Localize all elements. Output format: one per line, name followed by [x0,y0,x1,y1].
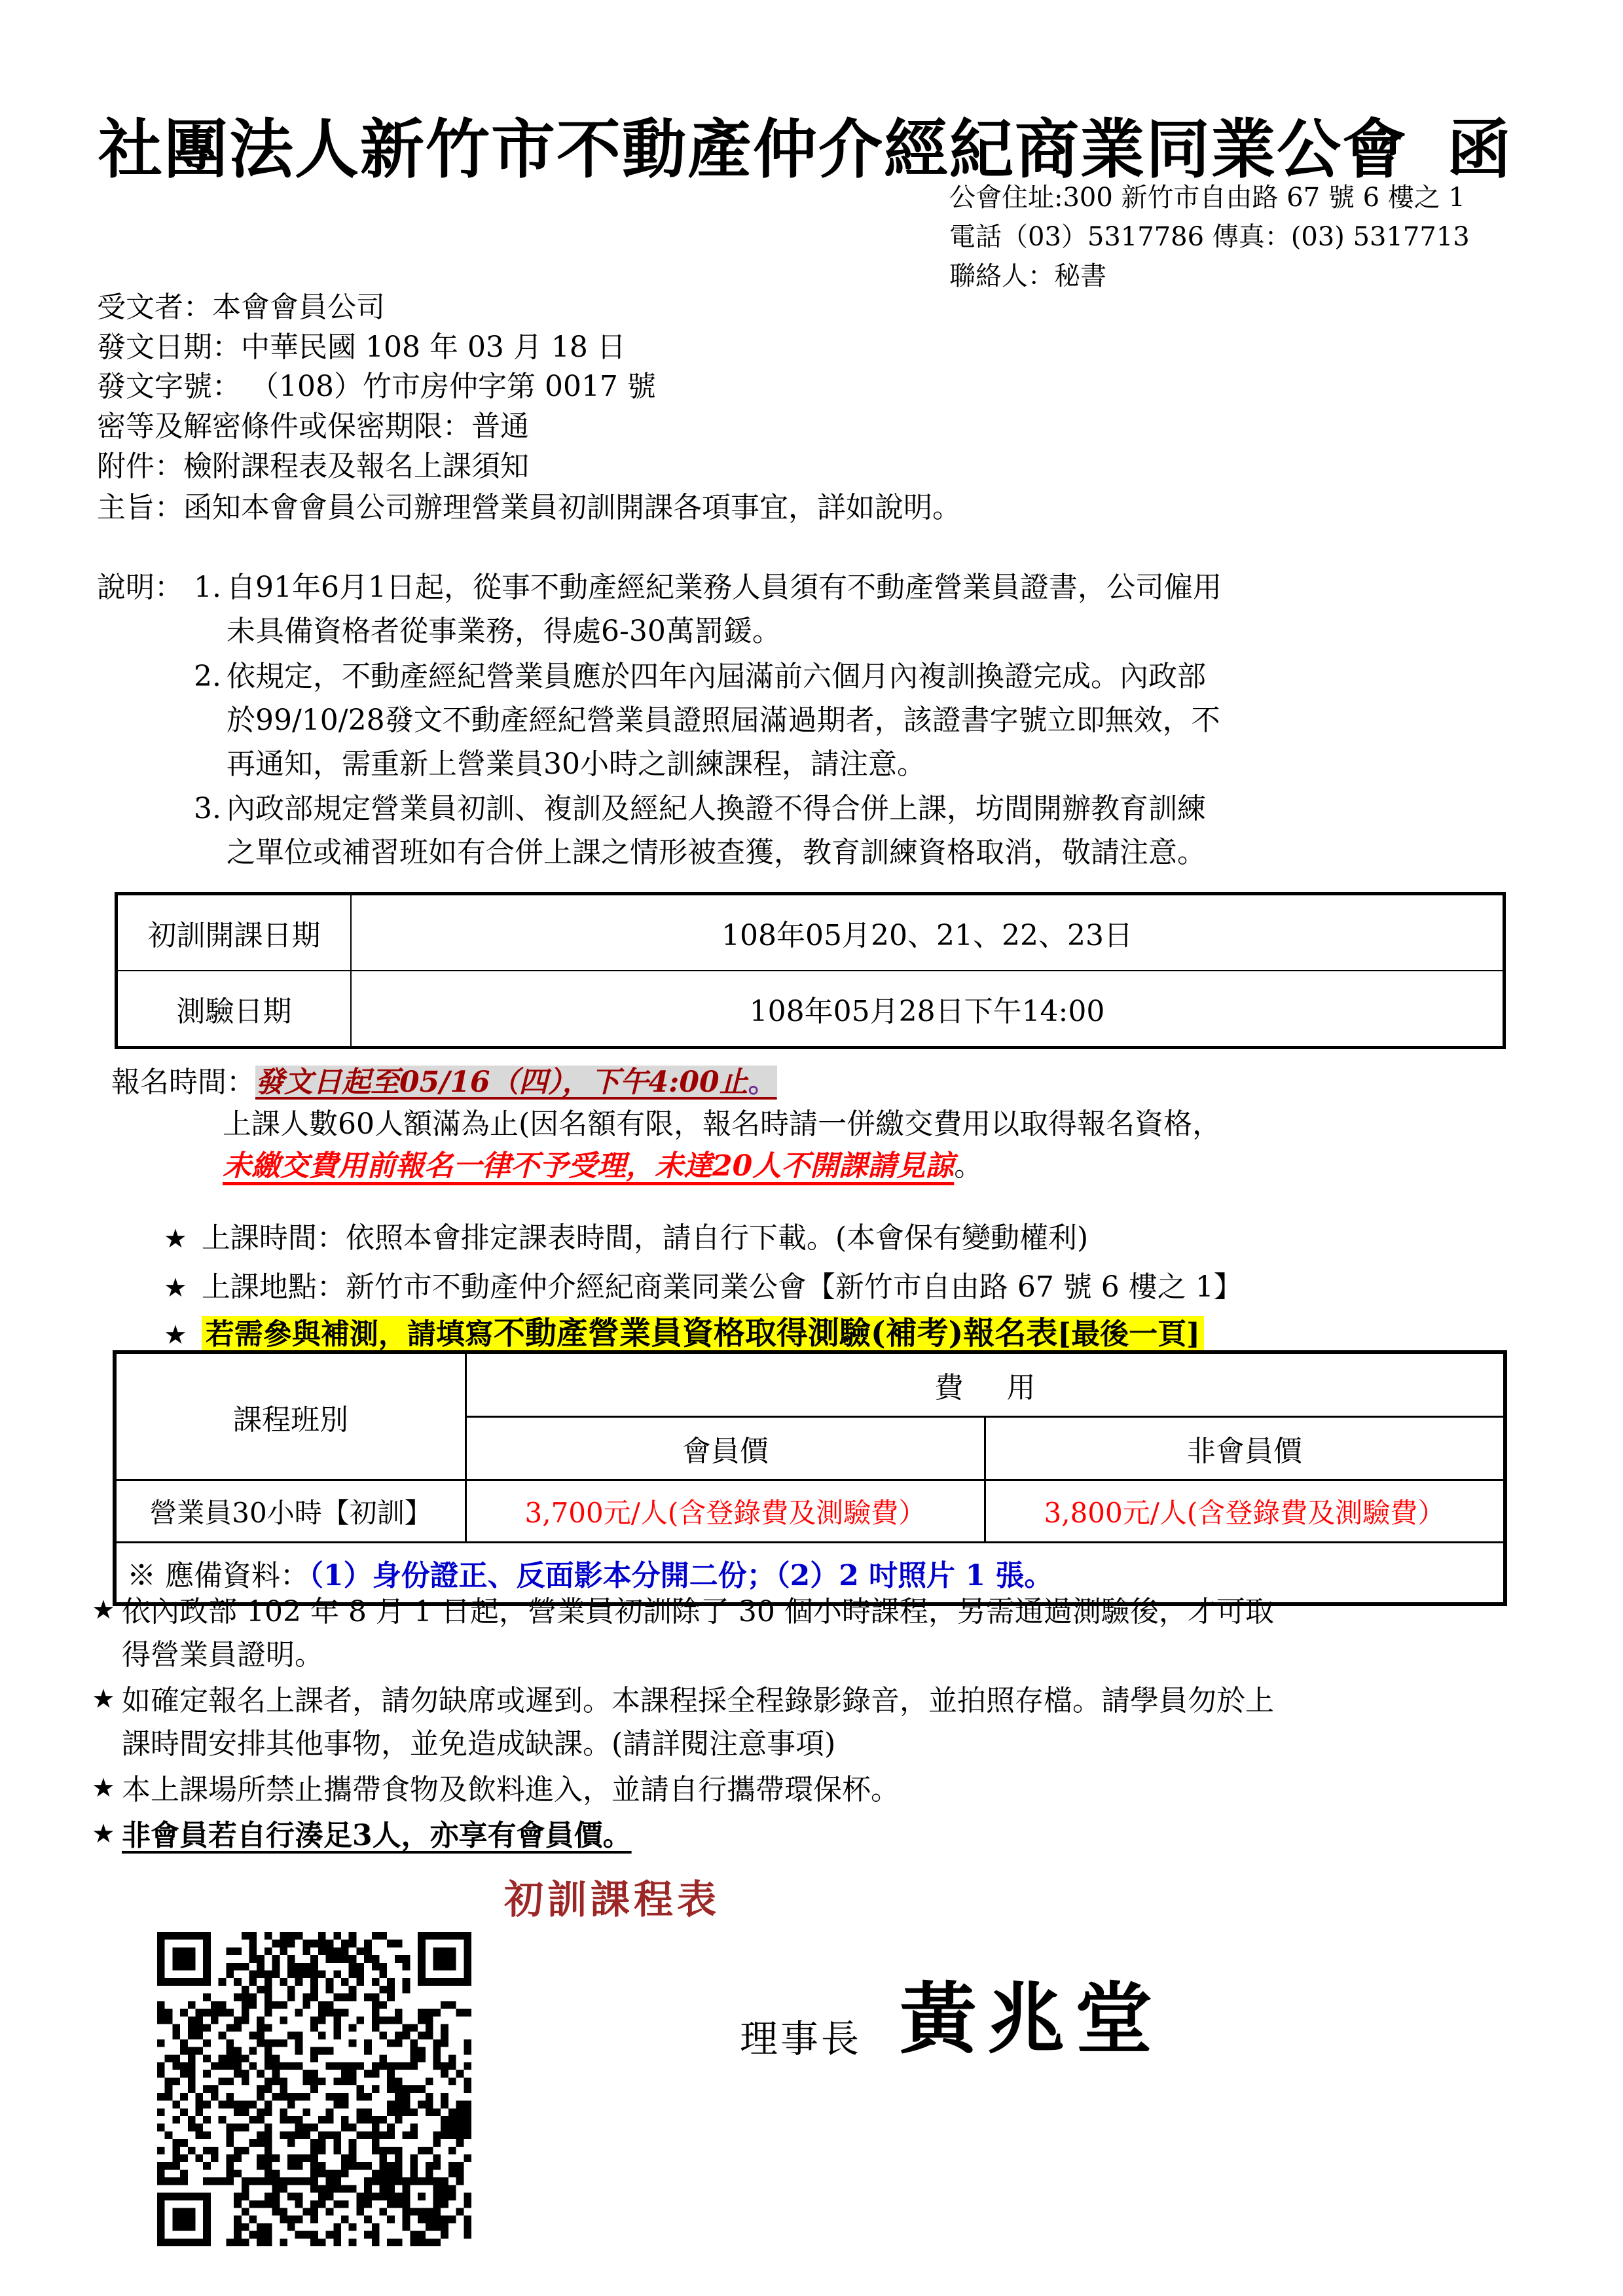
subject-label: 主旨： [97,491,183,524]
explanation-item-text [227,655,1590,787]
subject-text: 函知本會會員公司辦理營業員初訓開課各項事宜，詳如說明。 [183,491,961,524]
org-name: 社團法人新竹市不動產仲介經紀商業同業公會 [98,112,1408,187]
contact-person: 聯絡人：秘書 [949,261,1106,291]
fee-table [113,1350,1507,1606]
meta-classification: 密等及解密條件或保密期限：普通 [97,410,529,444]
explanation-line: 再通知，需重新上營業員30小時之訓練課程，請注意。 [227,747,926,781]
docs-value: （1）身份證正、反面影本分開二份；（2）2 吋照片 1 張。 [309,1559,1053,1592]
explanation-item [194,566,1590,654]
contact-block [949,178,1578,296]
signup-warning-punct: 。 [954,1149,983,1183]
note-item [92,1590,1597,1677]
qr-code-icon[interactable] [157,1932,471,2246]
docs-label: ※ 應備資料： [127,1559,309,1592]
note-line: 課時間安排其他事物，並免造成缺課。(請詳閱注意事項) [122,1727,836,1761]
star-icon: ★ [92,1773,115,1803]
signup-deadline-text: 發文日起至05/16（四），下午4:00止 [255,1066,748,1099]
note-line: 得營業員證明。 [122,1638,323,1672]
document-meta [97,288,1537,487]
signup-block [111,1062,1591,1187]
star-icon: ★ [92,1595,115,1625]
organization-title [98,98,1539,190]
table-row [115,1352,1505,1417]
contact-phone: 電話（03）5317786 傳真：(03) 5317713 [949,222,1470,252]
explanation-item-number: 1. [194,571,221,604]
note-text [122,1814,1597,1857]
explanation-item [194,655,1590,787]
fee-table-member-header: 會員價 [466,1417,985,1480]
table-row [117,894,1504,971]
explanation-item-number: 2. [194,659,221,693]
star-item-makeup-exam [164,1308,1204,1353]
explanation-item-text [227,566,1590,654]
explanation-line: 於99/10/28發文不動產經紀營業員證照屆滿過期者，該證書字號立即無效，不 [227,703,1220,737]
explanation-label: 說明： [97,571,183,604]
explanation-line: 未具備資格者從事業務，得處6-30萬罰鍰。 [227,614,781,648]
signup-warning-line [223,1145,1591,1187]
contact-address: 公會住址:300 新竹市自由路 67 號 6 樓之 1 [949,183,1465,213]
star-item-class-time [164,1214,1088,1256]
note-line: 本上課場所禁止攜帶食物及飲料進入，並請自行攜帶環保杯。 [122,1773,900,1806]
signup-deadline-punct: 。 [748,1066,777,1099]
explanation-line: 之單位或補習班如有合併上課之情形被查獲，教育訓練資格取消，敬請注意。 [227,836,1206,870]
explanation-block [97,566,1590,876]
table-row [115,1480,1505,1543]
star-icon: ★ [164,1320,187,1350]
doc-type-label: 函 [1447,112,1513,187]
fee-table-nonmember-price: 3,800元/人(含登錄費及測驗費） [985,1480,1505,1543]
explanation-item-number: 3. [194,792,221,826]
star-item-class-place-label: 上課地點：新竹市不動產仲介經紀商業同業公會【新竹市自由路 67 號 6 樓之 1】 [201,1270,1243,1304]
signature-role: 理事長 [740,2017,862,2061]
explanation-line: 內政部規定營業員初訓、複訓及經紀人換證不得合併上課，坊間開辦教育訓練 [227,792,1206,826]
meta-issue-date: 發文日期：中華民國 108 年 03 月 18 日 [97,330,626,364]
course-table-caption: 初訓課程表 [504,1877,720,1923]
note-item [92,1814,1597,1857]
date-table-value: 108年05月20、21、22、23日 [351,894,1504,971]
fee-table-member-price: 3,700元/人(含登錄費及測驗費） [466,1480,985,1543]
meta-doc-number: 發文字號： （108）竹市房仲字第 0017 號 [97,370,656,404]
explanation-line: 依規定，不動產經紀營業員應於四年內屆滿前六個月內複訓換證完成。內政部 [227,659,1206,693]
star-icon: ★ [92,1819,115,1849]
star-icon: ★ [92,1684,115,1714]
signature-name: 黃兆堂 [900,1974,1163,2064]
star-item-class-time-label: 上課時間：依照本會排定課表時間，請自行下載。(本會保有變動權利) [201,1221,1089,1255]
star-icon: ★ [164,1224,187,1254]
note-item [92,1679,1597,1766]
signup-quota-line: 上課人數60人額滿為止(因名額有限，報名時請一併繳交費用以取得報名資格， [223,1107,1222,1141]
note-text [122,1679,1597,1766]
star-icon: ★ [164,1273,187,1303]
fee-table-fee-header: 費用 [466,1352,1506,1417]
makeup-exam-post: [最後一頁] [1057,1318,1200,1351]
note-item [92,1768,1597,1812]
makeup-exam-highlight [202,1316,1204,1352]
signup-deadline-line [111,1062,1591,1103]
date-table-label: 初訓開課日期 [117,894,352,971]
meta-recipient: 受文者：本會會員公司 [97,291,385,324]
signup-label: 報名時間： [111,1066,255,1099]
makeup-exam-form-name: 不動產營業員資格取得測驗(補考)報名表 [493,1315,1058,1352]
explanation-line: 自91年6月1日起，從事不動產經紀業務人員須有不動產營業員證書，公司僱用 [227,571,1222,604]
note-line: 如確定報名上課者，請勿缺席或遲到。本課程採全程錄影錄音，並拍照存檔。請學員勿於上 [122,1684,1274,1717]
signup-warning-text: 未繳交費用前報名一律不予受理，未達20人不開課請見諒 [223,1149,955,1183]
explanation-item-text [227,787,1590,875]
note-line: 非會員若自行湊足3人，亦享有會員價。 [122,1819,632,1852]
date-table [115,892,1506,1049]
note-line: 依內政部 102 年 8 月 1 日起，營業員初訓除了 30 個小時課程，另需通過測驗後，才可取 [122,1595,1274,1628]
makeup-exam-pre: 若需參與補測，請填寫 [205,1318,494,1351]
signature-block [740,1957,1163,2068]
subject-line [97,488,1570,528]
meta-attachment: 附件：檢附課程表及報名上課須知 [97,449,529,483]
note-text [122,1768,1597,1812]
fee-table-nonmember-header: 非會員價 [985,1417,1505,1480]
bottom-notes [92,1590,1597,1860]
date-table-label: 測驗日期 [117,971,352,1048]
note-text [122,1590,1597,1677]
date-table-value: 108年05月28日下午14:00 [351,971,1504,1048]
explanation-items [194,566,1590,876]
table-row [117,971,1504,1048]
fee-table-row-class: 營業員30小時【初訓】 [115,1480,466,1543]
qr-code-svg [157,1932,471,2246]
explanation-item [194,787,1590,875]
star-item-class-place [164,1263,1243,1305]
fee-table-class-header: 課程班別 [115,1352,466,1480]
signup-deadline-highlight [255,1066,777,1099]
